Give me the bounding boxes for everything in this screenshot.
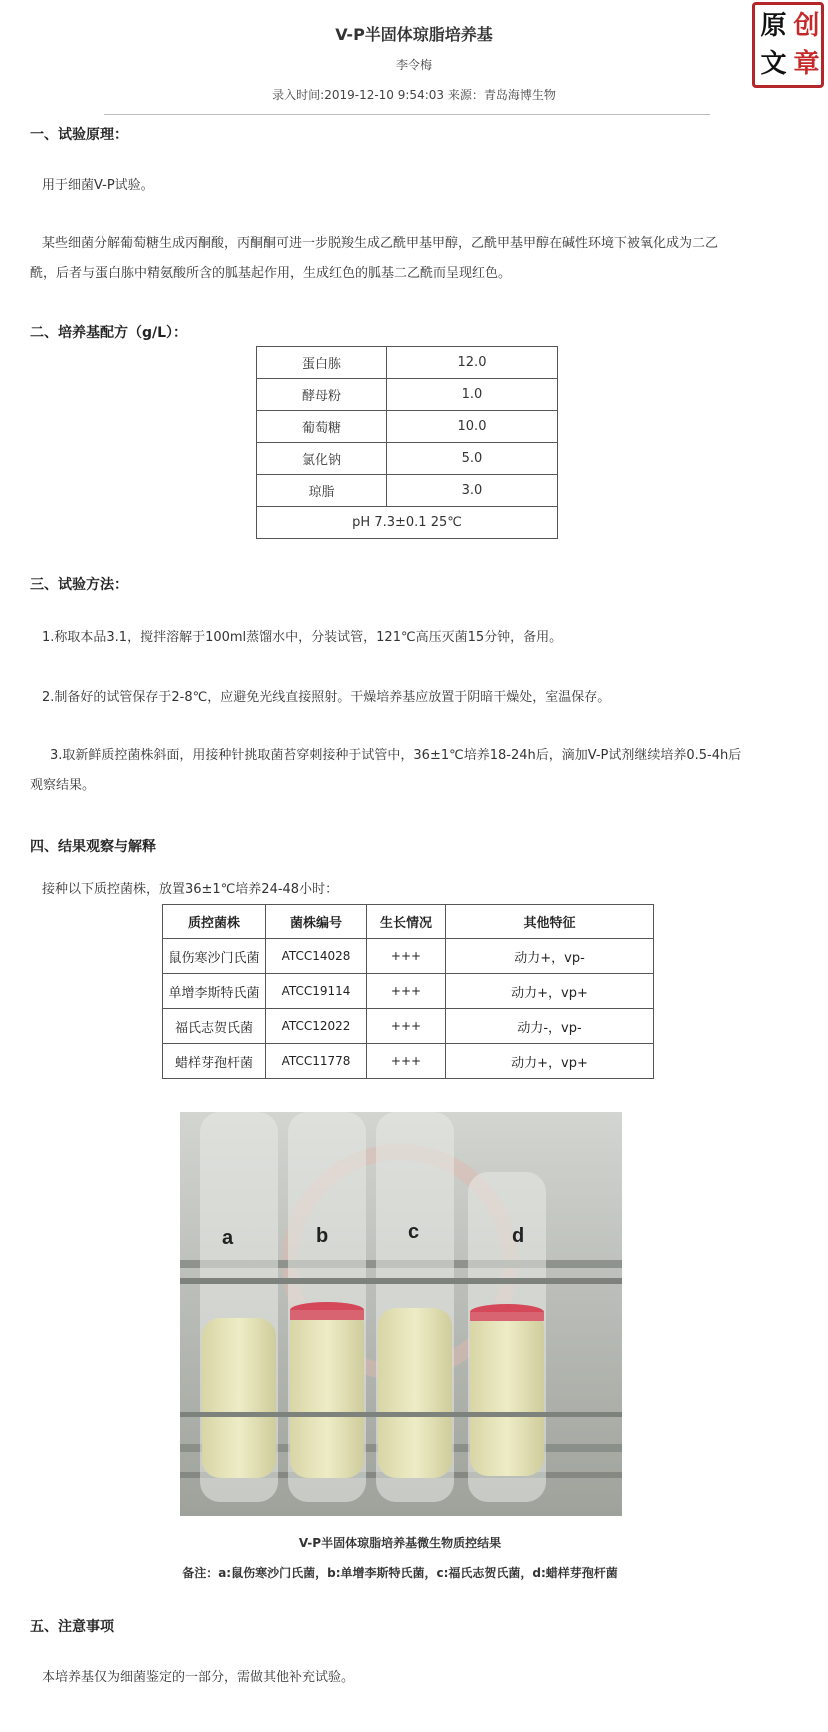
tube-label: a (222, 1227, 234, 1249)
publish-meta: 录入时间:2019-12-10 9:54:03 来源：青岛海博生物 (272, 88, 556, 102)
strain-id: ATCC11778 (266, 1044, 367, 1079)
column-header: 生长情况 (367, 905, 446, 939)
test-tube-illustration (180, 1112, 622, 1516)
column-header: 菌株编号 (266, 905, 367, 939)
strain-id: ATCC12022 (266, 1009, 367, 1044)
strain-name: 单增李斯特氏菌 (163, 974, 266, 1009)
growth: +++ (367, 939, 446, 974)
formula-row (257, 443, 558, 475)
principle-para-2-line-1: 某些细菌分解葡萄糖生成丙酮酸，丙酮酮可进一步脱羧生成乙酰甲基甲醇，乙酰甲基甲醇在碱性环境下被氧化成为二乙 (42, 236, 719, 251)
tube-a (200, 1112, 278, 1502)
section-heading-formula: 二、培养基配方（g/L）： (30, 325, 188, 341)
strain-name: 福氏志贺氏菌 (163, 1009, 266, 1044)
stamp-char: 文 (760, 49, 787, 79)
method-step-3-line-1: 3.取新鲜质控菌株斜面，用接种针挑取菌苔穿刺接种于试管中，36±1℃培养18-24h后，滴加V-P试剂继续培养0.5-4h后 (50, 748, 742, 763)
author: 李令梅 (395, 58, 432, 72)
ph-cell: pH 7.3±0.1 25℃ (257, 507, 558, 539)
table-row (163, 1044, 654, 1079)
ingredient-name: 氯化钠 (257, 443, 387, 475)
stamp-char: 章 (793, 49, 820, 79)
ingredient-name: 葡萄糖 (257, 411, 387, 443)
strain-id: ATCC14028 (266, 939, 367, 974)
photo-note: 备注：a:鼠伤寒沙门氏菌，b:单增李斯特氏菌，c:福氏志贺氏菌，d:蜡样芽孢杆菌 (182, 1566, 618, 1580)
qc-strain-table (162, 904, 654, 1079)
column-header: 其他特征 (446, 905, 654, 939)
ingredient-amount: 12.0 (387, 347, 558, 379)
method-step-3-line-2: 观察结果。 (30, 778, 96, 793)
growth: +++ (367, 974, 446, 1009)
stamp-char: 原 (760, 11, 787, 41)
ingredient-amount: 3.0 (387, 475, 558, 507)
formula-row (257, 379, 558, 411)
tube-label: b (316, 1225, 329, 1247)
test-tube-photo (180, 1112, 622, 1516)
strain-id: ATCC19114 (266, 974, 367, 1009)
stamp-char: 创 (793, 11, 820, 41)
ingredient-name: 酵母粉 (257, 379, 387, 411)
ingredient-amount: 1.0 (387, 379, 558, 411)
tube-d (468, 1172, 546, 1502)
tube-label: d (512, 1225, 525, 1247)
column-header: 质控菌株 (163, 905, 266, 939)
section-heading-results: 四、结果观察与解释 (30, 839, 156, 855)
table-row (163, 974, 654, 1009)
original-article-stamp (752, 2, 824, 88)
method-step-2: 2.制备好的试管保存于2-8℃，应避免光线直接照射。干燥培养基应放置于阴暗干燥处，室温保存。 (42, 690, 611, 705)
notes-para: 本培养基仅为细菌鉴定的一部分，需做其他补充试验。 (42, 1670, 355, 1685)
other-traits: 动力-，vp- (446, 1009, 654, 1044)
formula-table (256, 346, 558, 539)
section-heading-notes: 五、注意事项 (30, 1619, 114, 1635)
section-heading-principle: 一、试验原理： (30, 127, 128, 143)
other-traits: 动力+，vp+ (446, 1044, 654, 1079)
other-traits: 动力+，vp+ (446, 974, 654, 1009)
method-step-1: 1.称取本品3.1，搅拌溶解于100ml蒸馏水中，分装试管，121℃高压灭菌15分钟，备用。 (42, 630, 563, 645)
other-traits: 动力+，vp- (446, 939, 654, 974)
ingredient-name: 琼脂 (257, 475, 387, 507)
formula-row (257, 411, 558, 443)
strain-name: 鼠伤寒沙门氏菌 (163, 939, 266, 974)
principle-para-2-line-2: 酰，后者与蛋白胨中精氨酸所含的胍基起作用，生成红色的胍基二乙酰而呈现红色。 (30, 266, 512, 281)
ingredient-amount: 5.0 (387, 443, 558, 475)
page-title: V-P半固体琼脂培养基 (335, 25, 493, 44)
principle-para-1: 用于细菌V-P试验。 (42, 178, 154, 193)
section-heading-method: 三、试验方法： (30, 577, 128, 593)
tube-c (376, 1112, 454, 1502)
photo-caption: V-P半固体琼脂培养基微生物质控结果 (298, 1536, 502, 1550)
table-row (163, 1009, 654, 1044)
formula-row (257, 347, 558, 379)
ingredient-amount: 10.0 (387, 411, 558, 443)
growth: +++ (367, 1044, 446, 1079)
header-divider (104, 114, 710, 115)
results-intro: 接种以下质控菌株，放置36±1℃培养24-48小时： (42, 882, 339, 897)
tube-label: c (408, 1221, 420, 1243)
ingredient-name: 蛋白胨 (257, 347, 387, 379)
table-row (163, 939, 654, 974)
growth: +++ (367, 1009, 446, 1044)
strain-name: 蜡样芽孢杆菌 (163, 1044, 266, 1079)
formula-row (257, 475, 558, 507)
tube-b (288, 1112, 366, 1502)
